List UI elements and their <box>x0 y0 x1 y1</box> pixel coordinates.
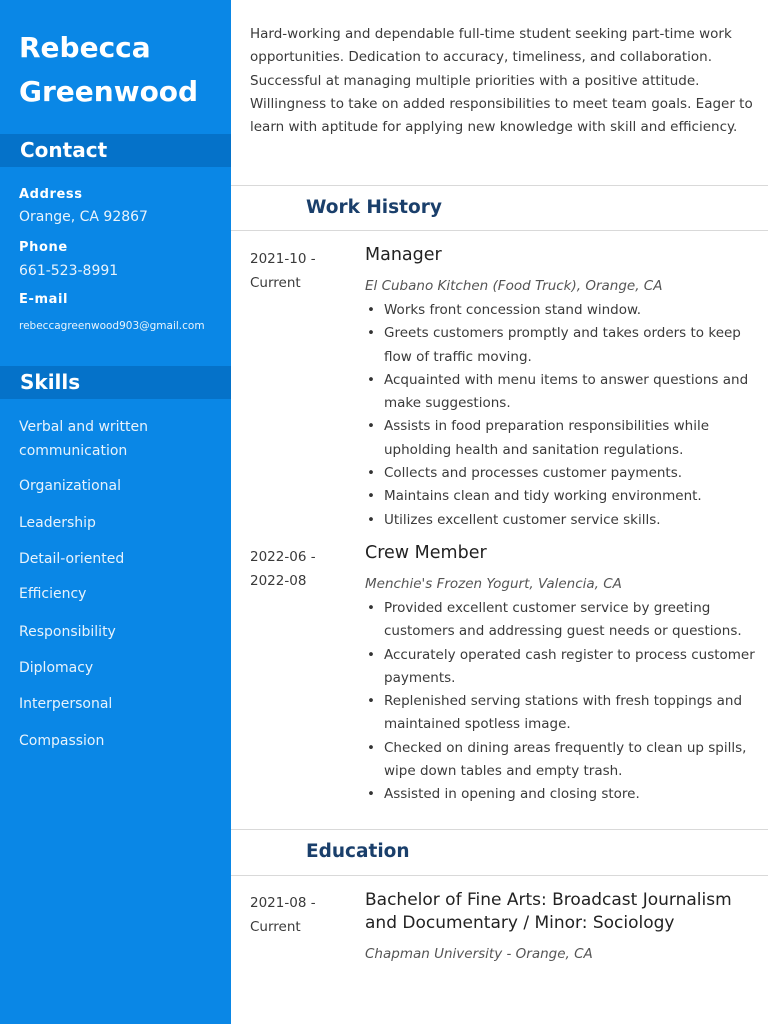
job-duty: • Utilizes excellent customer service skills. <box>365 509 755 532</box>
job-date-start: 2021-10 - <box>250 251 316 267</box>
skill-item: Efficiency <box>19 586 87 602</box>
job-duty: • Accurately operated cash register to process customer payments. <box>365 644 755 691</box>
candidate-name <box>19 26 224 114</box>
name-last: Greenwood <box>19 75 199 108</box>
job-title: Manager <box>365 245 442 265</box>
address-label: Address <box>19 187 83 202</box>
job-duty: • Works front concession stand window. <box>365 299 755 322</box>
job-company: Menchie's Frozen Yogurt, Valencia, CA <box>365 576 622 592</box>
sidebar <box>0 0 231 1024</box>
job-duties-list <box>365 299 755 532</box>
phone-value: 661-523-8991 <box>19 263 119 279</box>
job-duty: • Assisted in opening and closing store. <box>365 783 755 806</box>
job-duty: • Greets customers promptly and takes orders to keep flow of traffic moving. <box>365 322 755 369</box>
job-date-start: 2022-06 - <box>250 549 316 565</box>
education-date-end: Current <box>250 919 301 935</box>
education-date-start: 2021-08 - <box>250 895 316 911</box>
job-duty: • Assists in food preparation responsibilities while upholding health and sanitation regulations. <box>365 415 755 462</box>
job-duty: • Acquainted with menu items to answer questions and make suggestions. <box>365 369 755 416</box>
job-title: Crew Member <box>365 543 487 563</box>
divider <box>231 230 768 231</box>
skill-item: Verbal and written communication <box>19 419 149 459</box>
divider <box>231 875 768 876</box>
skill-item: Diplomacy <box>19 660 94 676</box>
phone-label: Phone <box>19 240 68 255</box>
job-duty: • Maintains clean and tidy working environment. <box>365 485 755 508</box>
professional-summary: Hard-working and dependable full-time student seeking part-time work opportunities. Dedication to accuracy, timeliness, and collaboration. Successful at managing multiple priorities with a positive attitude. Willingness to take on added responsibilities to meet team goals. Eager to learn with aptitude for applying new knowledge with skill and efficiency. <box>250 26 753 136</box>
contact-heading-band <box>0 134 231 167</box>
job-dates <box>250 545 316 593</box>
job-duties-list <box>365 597 755 807</box>
job-company: El Cubano Kitchen (Food Truck), Orange, CA <box>365 278 663 294</box>
email-value: rebeccagreenwood903@gmail.com <box>19 320 205 332</box>
work-history-heading: Work History <box>306 197 442 218</box>
degree-title: Bachelor of Fine Arts: Broadcast Journalism and Documentary / Minor: Sociology <box>365 890 732 933</box>
contact-heading: Contact <box>20 138 108 162</box>
skill-item: Responsibility <box>19 624 116 640</box>
education-dates <box>250 891 316 939</box>
education-heading: Education <box>306 841 410 862</box>
school-name: Chapman University - Orange, CA <box>365 946 593 962</box>
job-date-end: Current <box>250 275 301 291</box>
job-date-end: 2022-08 <box>250 573 307 589</box>
job-duty: • Checked on dining areas frequently to clean up spills, wipe down tables and empty trash. <box>365 737 755 784</box>
name-first: Rebecca <box>19 31 151 64</box>
skills-heading: Skills <box>20 370 81 394</box>
job-duty: • Collects and processes customer payments. <box>365 462 755 485</box>
divider <box>231 829 768 830</box>
skills-heading-band <box>0 366 231 399</box>
job-duty: • Provided excellent customer service by greeting customers and addressing guest needs or questions. <box>365 597 755 644</box>
email-label: E-mail <box>19 292 69 307</box>
skill-item: Organizational <box>19 478 121 494</box>
skill-item: Compassion <box>19 733 105 749</box>
job-dates <box>250 247 316 295</box>
skill-item: Leadership <box>19 515 96 531</box>
job-duty: • Replenished serving stations with fresh toppings and maintained spotless image. <box>365 690 755 737</box>
address-value: Orange, CA 92867 <box>19 209 148 225</box>
divider <box>231 185 768 186</box>
skill-item: Detail-oriented <box>19 551 125 567</box>
main-content <box>231 0 768 1024</box>
skill-item: Interpersonal <box>19 696 113 712</box>
